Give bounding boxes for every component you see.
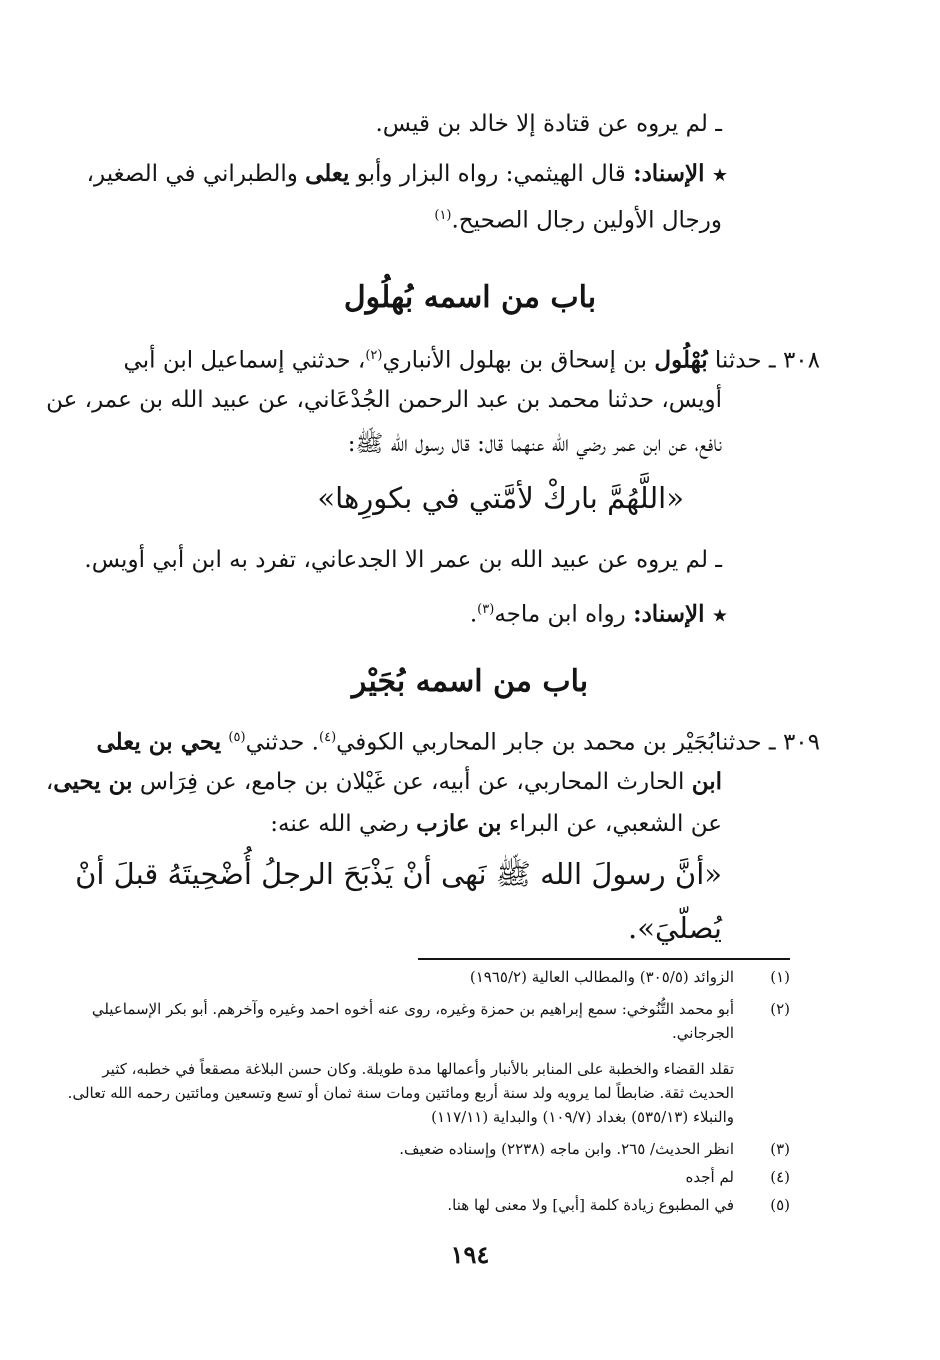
- footnote-ref: (١): [434, 208, 452, 223]
- hadith-308-note: ـ لم يروه عن عبيد الله بن عمر الا الجدعاني، تفرد به ابن أبي أويس.: [84, 547, 722, 573]
- isnad-label: الإسناد:: [633, 600, 705, 628]
- hadith-text: بن إسحاق بن بهلول الأنباري: [382, 347, 648, 374]
- star-icon: ★: [711, 165, 728, 186]
- hadith-text: ، حدثني إسماعيل ابن أبي: [123, 347, 366, 374]
- hadith-number: ٣٠٨: [782, 347, 820, 374]
- hadith-text: رضي الله عنه:: [270, 811, 409, 837]
- isnad-label: الإسناد:: [633, 160, 705, 187]
- narrator-name: بُهْلُول: [654, 346, 708, 374]
- isnad-bold: يعلى: [305, 160, 350, 187]
- footnote-number: (٥): [770, 1196, 790, 1214]
- hadith-text: ـ حدثنا: [714, 347, 776, 374]
- footnote-number: (٢): [770, 1000, 790, 1018]
- hadith-309-line-2: [46, 764, 722, 800]
- footnote-line: في المطبوع زيادة كلمة [أبي] ولا معنى لها هنا.: [447, 1196, 734, 1214]
- footnote-line: انظر الحديث/ ٢٦٥. وابن ماجه (٢٢٣٨) وإسناده ضعيف.: [399, 1140, 734, 1158]
- hadith-308-matn: «اللَّهُمَّ باركْ لأمَّتي في بكورِها»: [317, 481, 684, 515]
- hadith-text: ،: [45, 769, 54, 795]
- footnote-ref: (٢): [365, 348, 383, 363]
- hadith-308-line-1: [124, 338, 820, 379]
- section-heading: باب من اسمه بُجَيْر: [351, 664, 589, 699]
- footnote-ref: (٥): [228, 730, 246, 745]
- footnote-line: تقلد القضاء والخطبة على المنابر بالأنبار وأعمالها مدة طويلة. وكان حسن البلاغة مصقعاً في خطبه، كثير: [102, 1060, 734, 1078]
- footnote-line: لم أجده: [685, 1168, 734, 1186]
- footnote-number: (١): [770, 968, 790, 986]
- hadith-309-line-1: [96, 720, 820, 761]
- hadith-text: . حدثني: [245, 729, 319, 756]
- note-text: ـ لم يروه عن قتادة إلا خالد بن قيس.: [375, 111, 722, 137]
- hadith-number: ٣٠٩: [782, 729, 820, 756]
- footnote-divider: [418, 958, 790, 960]
- hadith-309-line-3: [270, 806, 722, 842]
- narrator-name: يحي بن يعلى: [96, 728, 222, 756]
- hadith-308-isnad: [470, 592, 728, 635]
- footnote-line: الزوائد (٣٠٥/٥) والمطالب العالية (١٩٦٥/٢): [469, 968, 734, 986]
- hadith-text: ـ حدثنابُجَيْر بن محمد بن جابر المحاربي الكوفي: [336, 729, 776, 756]
- hadith-text: الحارث المحاربي، عن أبيه، عن غَيْلان بن جامع، عن فِرَاس: [139, 769, 685, 795]
- section-heading: باب من اسمه بُهلُول: [343, 280, 597, 315]
- hadith-308-line-2: أويس، حدثنا محمد بن عبد الرحمن الجُدْعَاني، عن عبيد الله بن عمر، عن: [46, 387, 722, 413]
- narrator-name: بن عازب: [416, 810, 502, 837]
- star-icon: ★: [711, 605, 728, 627]
- isnad-end: .: [469, 601, 478, 628]
- isnad-text: رواه ابن ماجه: [494, 601, 626, 628]
- footnote-line: الجرجاني.: [672, 1024, 734, 1042]
- narrator-name: بن يحيى: [53, 768, 133, 795]
- hadith-text: عن الشعبي، عن البراء: [508, 811, 722, 837]
- footnote-line: الحديث ثقة. ضابطاً لما يرويه ولد سنة أربع ومائتين ومات سنة ثمان أو تسع وتسعين ومائتين رحمه الله تعالى.: [67, 1084, 734, 1102]
- isnad-text-3: ورجال الأولين رجال الصحيح.: [451, 207, 722, 234]
- hadith-309-matn-1: «أنَّ رسولَ الله ﷺ نَهى أنْ يَذْبَحَ الرجلُ أُضْحِيتَهُ قبلَ أنْ: [75, 857, 722, 891]
- footnote-number: (٤): [770, 1168, 790, 1186]
- note-line: [375, 106, 722, 142]
- footnote-ref: (٣): [477, 602, 495, 617]
- narrator-name: ابن: [691, 768, 722, 795]
- page-number: ١٩٤: [450, 1240, 490, 1269]
- isnad-text: قال الهيثمي: رواه البزار وأبو: [356, 161, 626, 187]
- footnote-ref: (٤): [319, 730, 337, 745]
- footnote-line: والنبلاء (٥٣٥/١٣) بغداد (١٠٩/٧) والبداية (١١٧/١١): [431, 1108, 734, 1126]
- hadith-309-matn-2: يُصلّيَ».: [628, 911, 722, 945]
- footnote-line: أبو محمد التُّنُوخي: سمع إبراهيم بن حمزة وغيره، روى عنه أخوه احمد وغيره وآخرهم. أبو بكر الإسماعيلي: [91, 1000, 734, 1018]
- hadith-308-line-3: نافع، عن ابن عمر رضي الله عنهما قال: قال رسول الله ﷺ:: [347, 431, 722, 457]
- isnad-text-2: والطبراني في الصغير،: [86, 161, 298, 187]
- footnote-number: (٣): [770, 1140, 790, 1158]
- isnad-line-2: [434, 198, 722, 239]
- isnad-line: [87, 156, 728, 194]
